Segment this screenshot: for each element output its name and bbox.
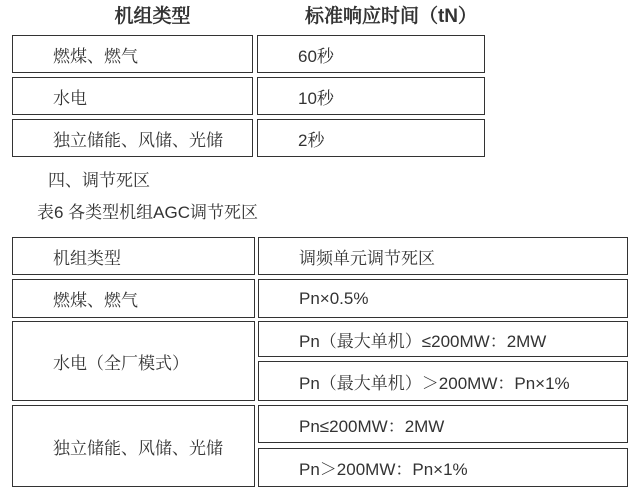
table1-cell-response-time: 2秒 bbox=[257, 119, 485, 157]
table2-caption: 表6 各类型机组AGC调节死区 bbox=[37, 203, 259, 222]
table1-cell-unit-type: 燃煤、燃气 bbox=[12, 35, 253, 73]
table2-cell-unit-type: 独立储能、风储、光储 bbox=[12, 405, 255, 487]
table2-header-unit-type: 机组类型 bbox=[12, 237, 255, 275]
table2-cell-unit-type: 水电（全厂模式） bbox=[12, 321, 255, 401]
table2-rowgroup bbox=[12, 321, 641, 401]
table1-header-response-time: 标准响应时间（tN） bbox=[304, 6, 478, 27]
table2-rowgroup bbox=[12, 405, 641, 487]
table1-row bbox=[12, 77, 641, 115]
table2-cell-deadband: Pn≤200MW：2MW bbox=[258, 405, 628, 443]
table2-header-row bbox=[12, 237, 641, 275]
table1-cell-unit-type: 水电 bbox=[12, 77, 253, 115]
table1-cell-unit-type: 独立储能、风储、光储 bbox=[12, 119, 253, 157]
table2-subrow-stack bbox=[258, 321, 628, 401]
table2-subrow-stack bbox=[258, 405, 628, 487]
table1-cell-response-time: 10秒 bbox=[257, 77, 485, 115]
table2-row bbox=[12, 279, 641, 318]
table2-header-deadband: 调频单元调节死区 bbox=[258, 237, 628, 275]
section-heading: 四、调节死区 bbox=[48, 171, 150, 190]
table2-cell-deadband: Pn＞200MW：Pn×1% bbox=[258, 448, 628, 487]
table1-row bbox=[12, 35, 641, 73]
table1-row bbox=[12, 119, 641, 157]
table2-cell-deadband: Pn（最大单机）＞200MW：Pn×1% bbox=[258, 361, 628, 401]
table1-cell-response-time: 60秒 bbox=[257, 35, 485, 73]
table2-cell-deadband: Pn（最大单机）≤200MW：2MW bbox=[258, 321, 628, 357]
table2-cell-deadband: Pn×0.5% bbox=[258, 279, 628, 318]
table2-cell-unit-type: 燃煤、燃气 bbox=[12, 279, 255, 318]
table1-header-row bbox=[12, 5, 641, 29]
table1-header-unit-type: 机组类型 bbox=[114, 6, 191, 27]
